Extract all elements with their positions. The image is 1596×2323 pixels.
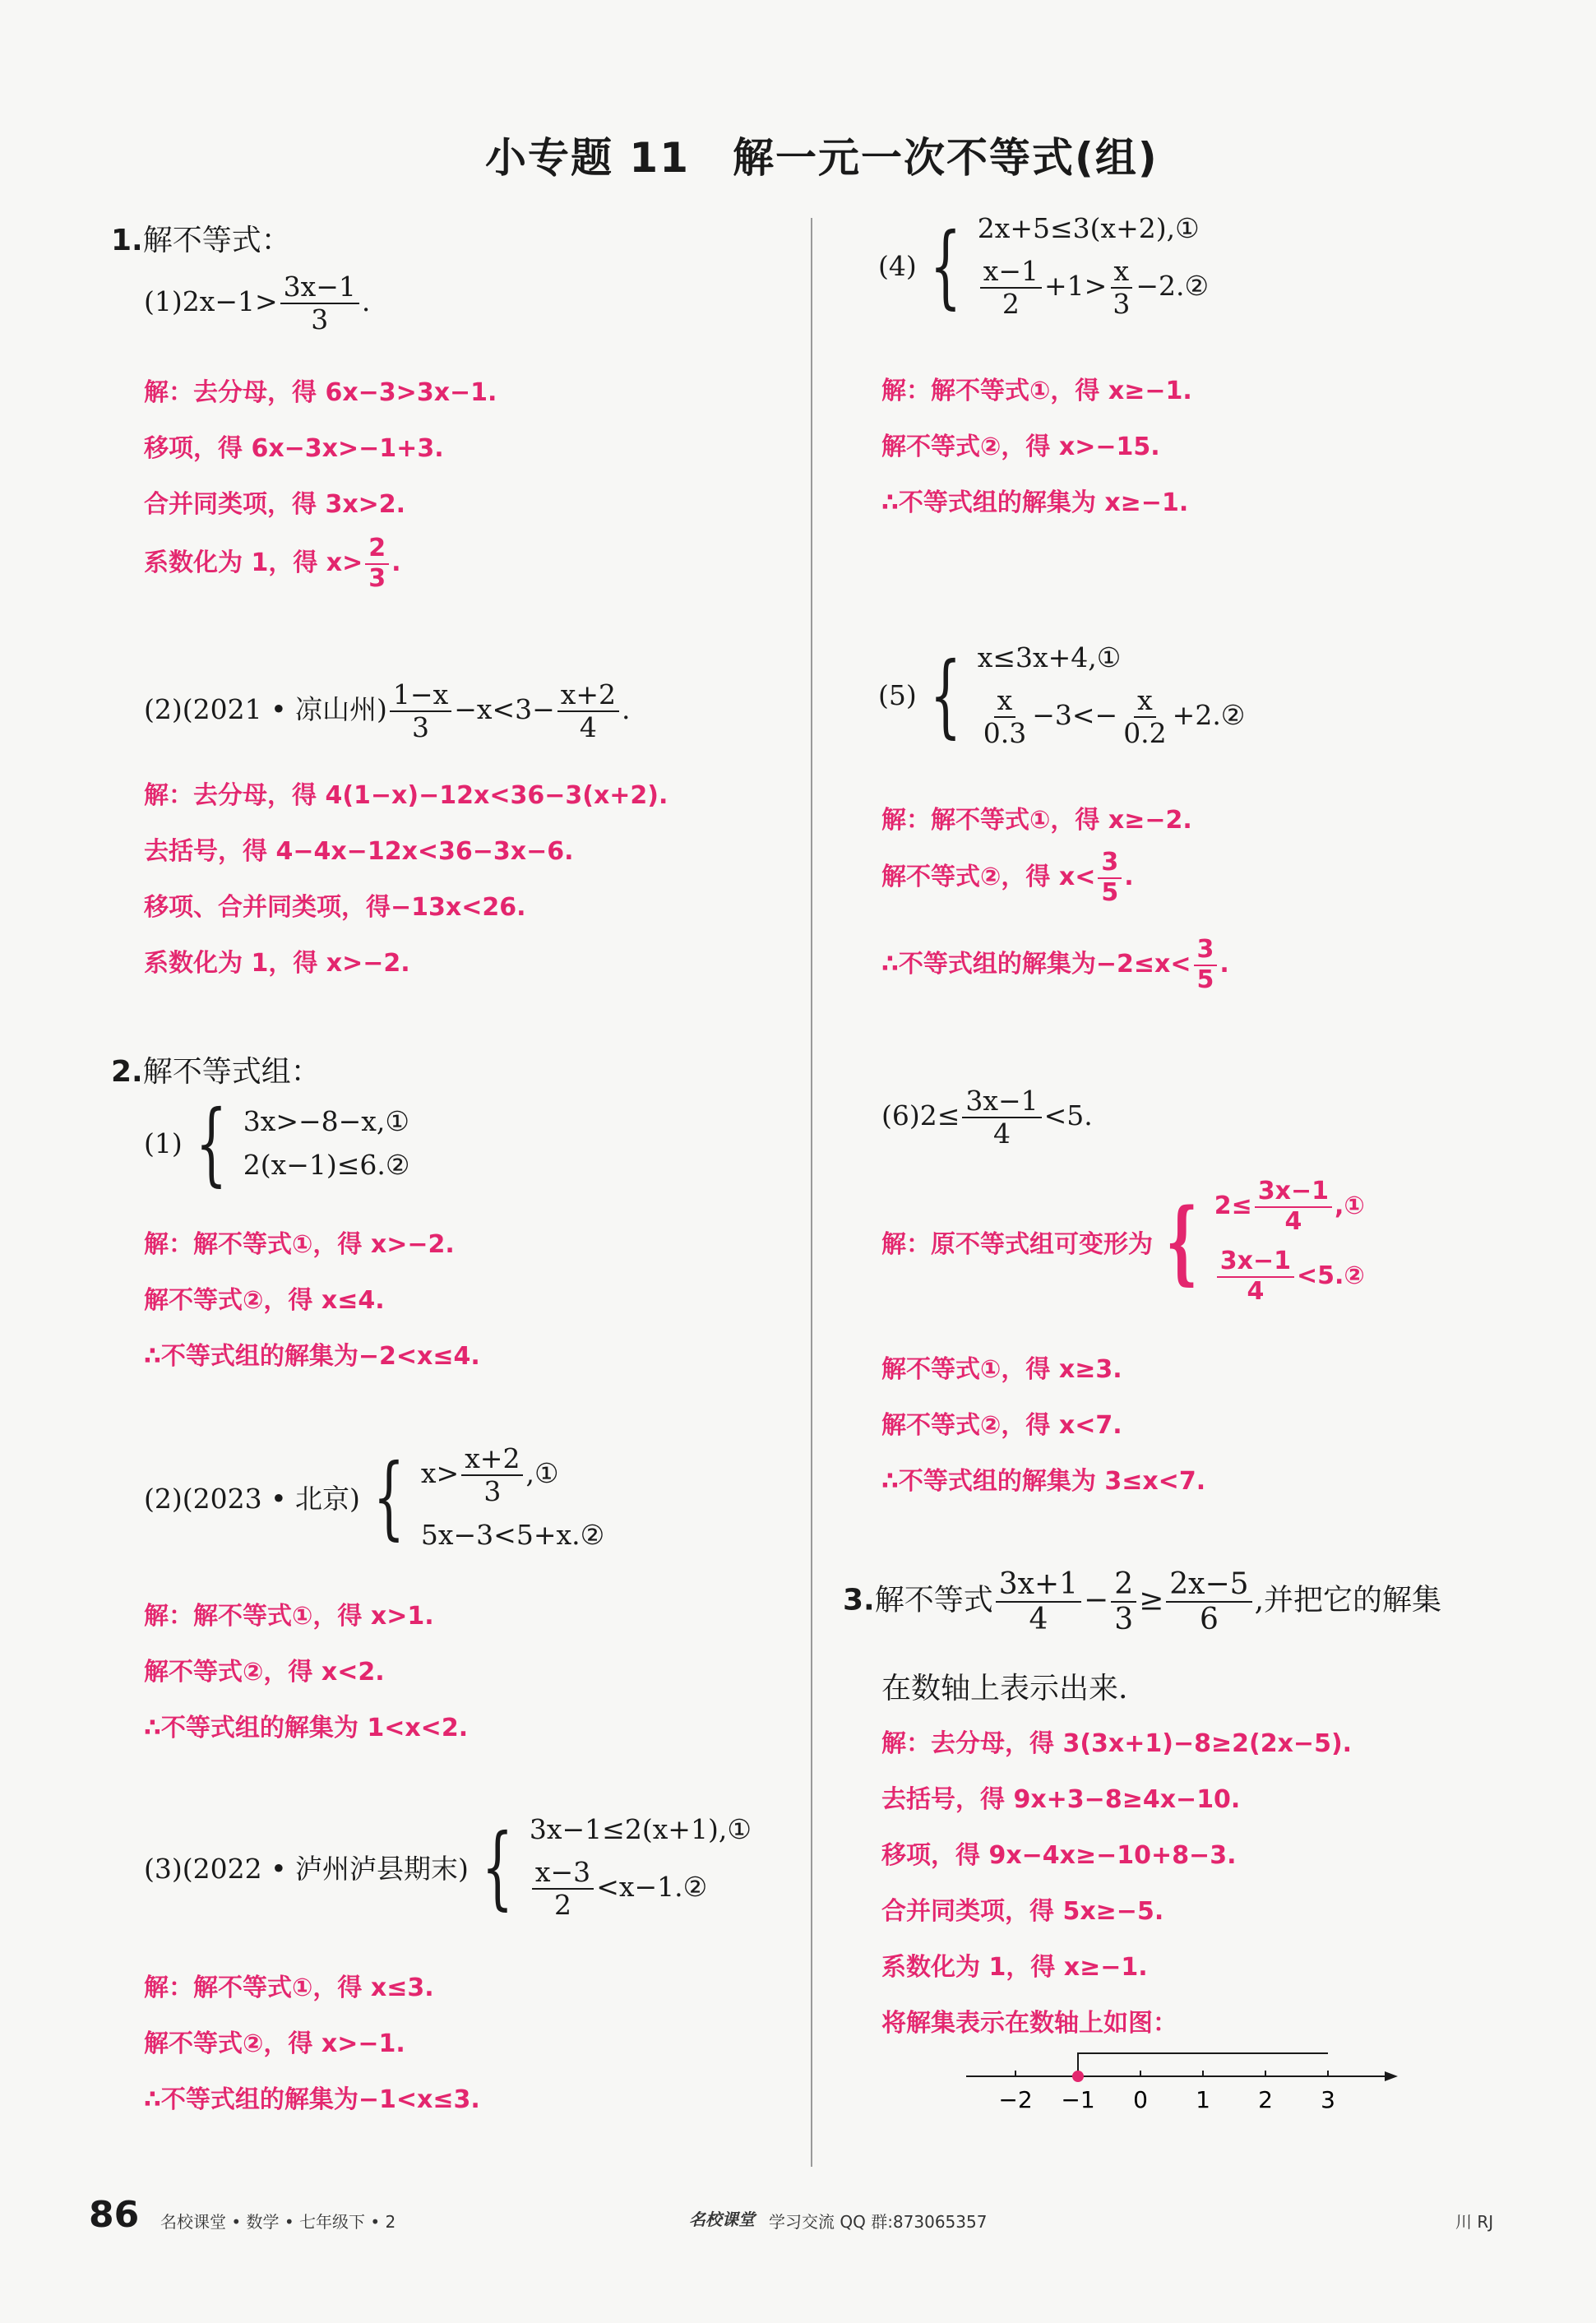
q3-answer-line2: 去括号，得 9x+3−8≥4x−10. bbox=[881, 1785, 1241, 1814]
number-line-tick-label: 1 bbox=[1196, 2086, 1210, 2113]
q2p4-answer-line2: 解不等式②，得 x>−15. bbox=[881, 433, 1160, 461]
q2p1-answer-line1: 解：解不等式①，得 x>−2. bbox=[144, 1230, 455, 1259]
q2p3-answer-line2: 解不等式②，得 x>−1. bbox=[144, 2029, 405, 2058]
q2p5-answer-line2: 解不等式②，得 x< $\frac{3}{5}$ . bbox=[881, 848, 1134, 907]
q2p3-answer-line3: ∴不等式组的解集为−1<x≤3. bbox=[144, 2085, 480, 2114]
q3-answer-line3: 移项，得 9x−4x≥−10+8−3. bbox=[881, 1841, 1237, 1870]
q1p2-answer-line1: 解：去分母，得 4(1−x)−12x<36−3(x+2). bbox=[144, 781, 668, 810]
footer-book-title: 名校课堂 • 数学 • 七年级下 • 2 bbox=[160, 2212, 396, 2232]
q1p1-answer-line2: 移项，得 6x−3x>−1+3. bbox=[144, 434, 444, 463]
q1p1-answer-line1: 解：去分母，得 6x−3>3x−1. bbox=[144, 378, 497, 407]
q1-part2-problem: (2)(2021 • 凉山州) $\frac{1-x}{3}$ −x<3− $\frac{x+2}{4}$ . bbox=[144, 678, 631, 743]
q3-answer-line1: 解：去分母，得 3(3x+1)−8≥2(2x−5). bbox=[881, 1729, 1353, 1758]
q1p1-answer-line3: 合并同类项，得 3x>2. bbox=[144, 490, 406, 519]
q1-part1-problem: (1)2x−1> $\frac{3x-1}{3}$ . bbox=[144, 271, 371, 335]
q2p4-answer-line1: 解：解不等式①，得 x≥−1. bbox=[881, 377, 1192, 405]
q3-answer-line5: 系数化为 1，得 x≥−1. bbox=[881, 1953, 1148, 1982]
q2p2-answer-line2: 解不等式②，得 x<2. bbox=[144, 1658, 385, 1687]
q2p2-answer-line3: ∴不等式组的解集为 1<x<2. bbox=[144, 1714, 469, 1742]
number-line-tick-label: 0 bbox=[1133, 2086, 1148, 2113]
q1p2-answer-line4: 系数化为 1，得 x>−2. bbox=[144, 949, 410, 978]
q2p5-answer-line1: 解：解不等式①，得 x≥−2. bbox=[881, 806, 1192, 835]
q2p6-answer-line3: ∴不等式组的解集为 3≤x<7. bbox=[881, 1467, 1206, 1496]
q2-part6-problem: (6)2≤ $\frac{3x-1}{4}$ <5. bbox=[881, 1085, 1093, 1150]
footer-edition: 川 RJ bbox=[1455, 2212, 1494, 2232]
number-line-tick-label: 3 bbox=[1321, 2086, 1335, 2113]
q2p4-answer-line3: ∴不等式组的解集为 x≥−1. bbox=[881, 488, 1189, 517]
question-3-text-line2: 在数轴上表示出来. bbox=[881, 1672, 1128, 1705]
q3-answer-line6: 将解集表示在数轴上如图： bbox=[881, 2009, 1177, 2038]
q2p1-answer-line3: ∴不等式组的解集为−2<x≤4. bbox=[144, 1342, 480, 1371]
q1p1-answer-line4: 系数化为 1，得 x> $\frac{2}{3}$ . bbox=[144, 534, 401, 593]
q2-part2-problem: (2)(2023 • 北京) { x> $\frac{x+2}{3}$ ,① 5x−3<5+x.② bbox=[144, 1442, 605, 1551]
question-1-heading: 1.解不等式： bbox=[111, 224, 291, 257]
number-line bbox=[954, 2039, 1414, 2130]
q2-part1-problem: (1) { 3x>−8−x,① 2(x−1)≤6.② bbox=[144, 1090, 410, 1196]
question-3-heading: 3.解不等式 $\frac{3x+1}{4}$ − $\frac{2}{3}$ ≥ $\frac{2x-5}{6}$ ,并把它的解集 bbox=[843, 1567, 1442, 1637]
q2p6-answer-system: 解：原不等式组可变形为 { 2≤ $\frac{3x-1}{4}$ ,① $\frac{3x-1}{4}$ <5.② bbox=[881, 1177, 1365, 1306]
q1p2-answer-line3: 移项、合并同类项，得−13x<26. bbox=[144, 893, 526, 922]
q1p2-answer-line2: 去括号，得 4−4x−12x<36−3x−6. bbox=[144, 837, 574, 866]
q2-part3-problem: (3)(2022 • 泸州泸县期末) { 3x−1≤2(x+1),① $\frac{x-3}{2}$ <x−1.② bbox=[144, 1813, 752, 1921]
solution-endpoint-dot bbox=[1072, 2071, 1084, 2082]
number-line-tick-label: −2 bbox=[998, 2086, 1033, 2113]
q2p5-answer-line3: ∴不等式组的解集为−2≤x< $\frac{3}{5}$ . bbox=[881, 935, 1229, 994]
page-title: 小专题 11 解一元一次不等式(组) bbox=[485, 134, 1159, 182]
page-number: 86 bbox=[89, 2194, 140, 2236]
number-line-arrow bbox=[1385, 2071, 1398, 2081]
footer-logo: 名校课堂 bbox=[689, 2210, 755, 2229]
q2p2-answer-line1: 解：解不等式①，得 x>1. bbox=[144, 1602, 434, 1631]
q2p6-answer-line2: 解不等式②，得 x<7. bbox=[881, 1411, 1122, 1440]
q2p6-answer-line1: 解不等式①，得 x≥3. bbox=[881, 1355, 1122, 1384]
number-line-tick-label: −1 bbox=[1061, 2086, 1095, 2113]
q2-part5-problem: (5) { x≤3x+4,① $\frac{x}{0.3}$ −3<− $\frac{x}{0.2}$ +2.② bbox=[878, 641, 1246, 749]
question-2-heading: 2.解不等式组： bbox=[111, 1055, 321, 1089]
q2p3-answer-line1: 解：解不等式①，得 x≤3. bbox=[144, 1974, 434, 2002]
column-divider bbox=[811, 218, 812, 2167]
number-line-tick-label: 2 bbox=[1258, 2086, 1273, 2113]
q3-answer-line4: 合并同类项，得 5x≥−5. bbox=[881, 1897, 1164, 1926]
footer-qq-group: 学习交流 QQ 群:873065357 bbox=[769, 2212, 988, 2232]
q2-part4-problem: (4) { 2x+5≤3(x+2),① $\frac{x-1}{2}$ +1> $\frac{x}{3}$ −2.② bbox=[878, 212, 1210, 320]
q2p1-answer-line2: 解不等式②，得 x≤4. bbox=[144, 1286, 385, 1315]
